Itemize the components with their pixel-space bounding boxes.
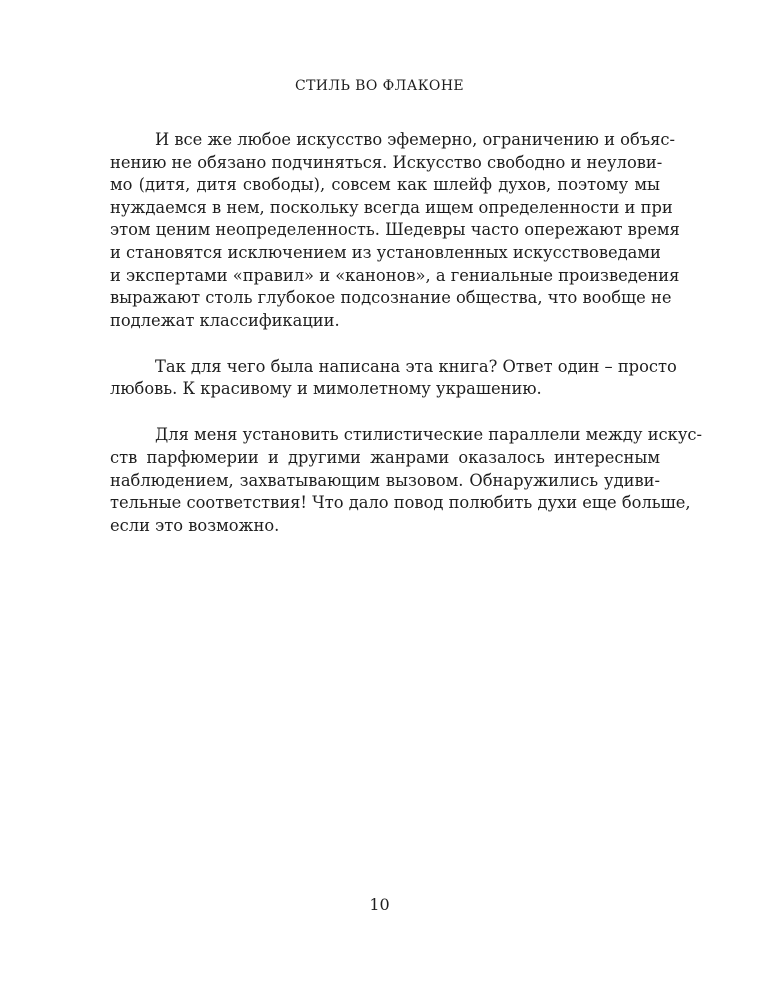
paragraph-2-line: Так для чего была написана эта книга? Ответ один – просто — [155, 356, 677, 376]
body-text — [110, 129, 703, 537]
running-head: СТИЛЬ ВО ФЛАКОНЕ — [294, 78, 465, 94]
paragraph-1-line: и становятся исключением из установленных искусствоведами — [110, 242, 661, 262]
paragraph-1-line: и экспертами «правил» и «канонов», а гениальные произведения — [110, 265, 680, 285]
paragraph-3-line: Для меня установить стилистические параллели между искус- — [155, 425, 703, 445]
paragraph-1-line: подлежат классификации. — [110, 310, 340, 330]
paragraph-3-line: тельные соответствия! Что дало повод полюбить духи еще больше, — [110, 493, 691, 513]
paragraph-3-line: ств парфюмерии и другими жанрами оказалось интересным — [110, 447, 660, 467]
paragraph-1-line: мо (дитя, дитя свободы), совсем как шлейф духов, поэтому мы — [110, 175, 660, 195]
paragraph-1-line: этом ценим неопределенность. Шедевры часто опережают время — [110, 220, 680, 240]
paragraph-gap — [110, 401, 660, 424]
paragraph-1-line: И все же любое искусство эфемерно, ограничению и объяс- — [155, 130, 676, 149]
page-number: 10 — [369, 895, 390, 914]
paragraph-3-line: наблюдением, захватывающим вызовом. Обнаружились удиви- — [110, 470, 660, 490]
paragraph-3-line: если это возможно. — [110, 515, 280, 535]
paragraph-1-line: нению не обязано подчиняться. Искусство свободно и неулови- — [110, 152, 663, 172]
paragraph-2-line: любовь. К красивому и мимолетному украшению. — [110, 379, 542, 399]
paragraph-1-line: выражают столь глубокое подсознание общества, что вообще не — [110, 288, 672, 308]
paragraph-gap — [110, 332, 660, 355]
paragraph-1-line: нуждаемся в нем, поскольку всегда ищем определенности и при — [110, 197, 673, 217]
